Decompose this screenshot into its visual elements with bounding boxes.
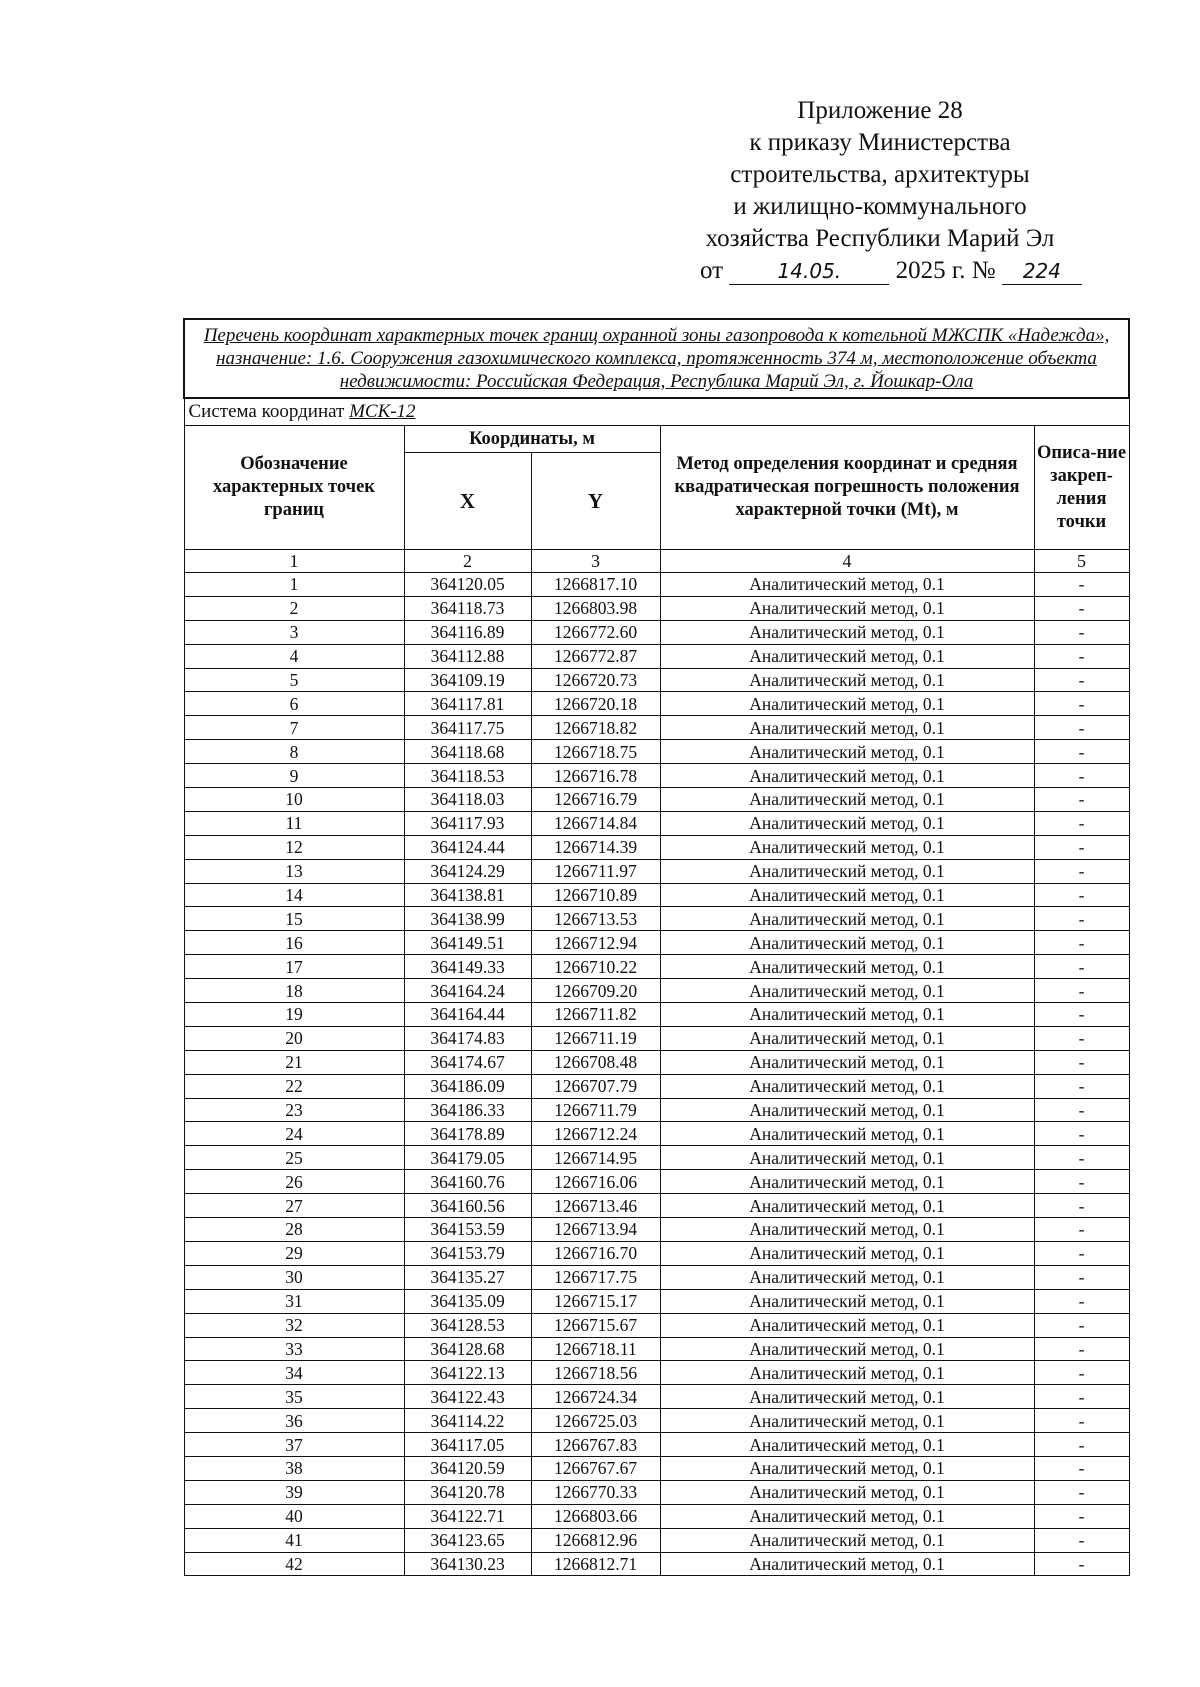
y-coordinate: 1266714.39	[531, 835, 660, 859]
point-number: 10	[184, 788, 404, 812]
table-title: Перечень координат характерных точек границ охранной зоны газопровода к котельной МЖСПК «Надежда», назначение: 1.6. Сооружения газохимического комплекса, протяженность 374 м, местоположение объекта недвижимости: Российская Федерация, Республика Марий Эл, г. Йошкар-Ола	[184, 319, 1129, 398]
table-row	[184, 1265, 1129, 1289]
description-cell: -	[1034, 979, 1129, 1003]
header-line-4: и жилищно-коммунального	[733, 193, 1027, 220]
description-cell: -	[1034, 1361, 1129, 1385]
description-cell: -	[1034, 1265, 1129, 1289]
point-number: 20	[184, 1026, 404, 1050]
description-cell: -	[1034, 1074, 1129, 1098]
y-coordinate: 1266711.97	[531, 859, 660, 883]
method-cell: Аналитический метод, 0.1	[660, 931, 1034, 955]
point-number: 23	[184, 1098, 404, 1122]
method-cell: Аналитический метод, 0.1	[660, 1170, 1034, 1194]
y-coordinate: 1266716.79	[531, 788, 660, 812]
table-row	[184, 1098, 1129, 1122]
method-cell: Аналитический метод, 0.1	[660, 596, 1034, 620]
description-cell: -	[1034, 573, 1129, 597]
y-coordinate: 1266817.10	[531, 573, 660, 597]
header-description: Описа-ние закреп-ления точки	[1034, 426, 1129, 550]
point-number: 29	[184, 1241, 404, 1265]
header-x: X	[404, 453, 531, 550]
table-row	[184, 955, 1129, 979]
point-number: 40	[184, 1504, 404, 1528]
column-number: 1	[184, 550, 404, 573]
y-coordinate: 1266767.67	[531, 1456, 660, 1480]
method-cell: Аналитический метод, 0.1	[660, 907, 1034, 931]
description-cell: -	[1034, 716, 1129, 740]
table-row	[184, 1146, 1129, 1170]
x-coordinate: 364118.03	[404, 788, 531, 812]
header-designation: Обозначение характерных точек границ	[184, 426, 404, 550]
description-cell: -	[1034, 764, 1129, 788]
x-coordinate: 364118.68	[404, 740, 531, 764]
table-row	[184, 596, 1129, 620]
point-number: 42	[184, 1552, 404, 1576]
x-coordinate: 364186.09	[404, 1074, 531, 1098]
point-number: 2	[184, 596, 404, 620]
header-line-5: хозяйства Республики Марий Эл	[705, 225, 1055, 252]
description-cell: -	[1034, 1409, 1129, 1433]
date-prefix: от	[700, 257, 724, 284]
y-coordinate: 1266714.84	[531, 811, 660, 835]
method-cell: Аналитический метод, 0.1	[660, 1194, 1034, 1218]
table-row	[184, 1528, 1129, 1552]
description-cell: -	[1034, 1170, 1129, 1194]
method-cell: Аналитический метод, 0.1	[660, 979, 1034, 1003]
y-coordinate: 1266718.56	[531, 1361, 660, 1385]
method-cell: Аналитический метод, 0.1	[660, 1433, 1034, 1457]
method-cell: Аналитический метод, 0.1	[660, 668, 1034, 692]
table-row	[184, 668, 1129, 692]
point-number: 4	[184, 644, 404, 668]
method-cell: Аналитический метод, 0.1	[660, 1385, 1034, 1409]
x-coordinate: 364160.76	[404, 1170, 531, 1194]
method-cell: Аналитический метод, 0.1	[660, 1218, 1034, 1242]
x-coordinate: 364112.88	[404, 644, 531, 668]
method-cell: Аналитический метод, 0.1	[660, 620, 1034, 644]
point-number: 6	[184, 692, 404, 716]
table-row	[184, 1170, 1129, 1194]
method-cell: Аналитический метод, 0.1	[660, 1003, 1034, 1027]
table-row	[184, 620, 1129, 644]
description-cell: -	[1034, 1433, 1129, 1457]
table-row	[184, 1050, 1129, 1074]
x-coordinate: 364164.44	[404, 1003, 531, 1027]
x-coordinate: 364130.23	[404, 1552, 531, 1576]
x-coordinate: 364117.75	[404, 716, 531, 740]
y-coordinate: 1266716.70	[531, 1241, 660, 1265]
y-coordinate: 1266770.33	[531, 1480, 660, 1504]
table-row	[184, 1218, 1129, 1242]
y-coordinate: 1266812.71	[531, 1552, 660, 1576]
method-cell: Аналитический метод, 0.1	[660, 1337, 1034, 1361]
y-coordinate: 1266812.96	[531, 1528, 660, 1552]
method-cell: Аналитический метод, 0.1	[660, 1122, 1034, 1146]
y-coordinate: 1266717.75	[531, 1265, 660, 1289]
table-row	[184, 931, 1129, 955]
x-coordinate: 364123.65	[404, 1528, 531, 1552]
header-line-3: строительства, архитектуры	[730, 161, 1030, 188]
method-cell: Аналитический метод, 0.1	[660, 764, 1034, 788]
x-coordinate: 364118.53	[404, 764, 531, 788]
point-number: 31	[184, 1289, 404, 1313]
x-coordinate: 364124.29	[404, 859, 531, 883]
point-number: 32	[184, 1313, 404, 1337]
y-coordinate: 1266707.79	[531, 1074, 660, 1098]
coordinates-table	[183, 318, 1130, 1576]
description-cell: -	[1034, 1456, 1129, 1480]
y-coordinate: 1266711.79	[531, 1098, 660, 1122]
y-coordinate: 1266713.94	[531, 1218, 660, 1242]
method-cell: Аналитический метод, 0.1	[660, 788, 1034, 812]
point-number: 14	[184, 883, 404, 907]
point-number: 25	[184, 1146, 404, 1170]
method-cell: Аналитический метод, 0.1	[660, 1146, 1034, 1170]
x-coordinate: 364122.13	[404, 1361, 531, 1385]
table-row	[184, 859, 1129, 883]
x-coordinate: 364149.51	[404, 931, 531, 955]
method-cell: Аналитический метод, 0.1	[660, 955, 1034, 979]
description-cell: -	[1034, 1552, 1129, 1576]
point-number: 19	[184, 1003, 404, 1027]
table-row	[184, 1456, 1129, 1480]
x-coordinate: 364138.99	[404, 907, 531, 931]
table-row	[184, 1241, 1129, 1265]
table-row	[184, 1122, 1129, 1146]
table-row	[184, 692, 1129, 716]
description-cell: -	[1034, 692, 1129, 716]
header-line-2: к приказу Министерства	[749, 129, 1011, 156]
point-number: 9	[184, 764, 404, 788]
method-cell: Аналитический метод, 0.1	[660, 1504, 1034, 1528]
method-cell: Аналитический метод, 0.1	[660, 1026, 1034, 1050]
point-number: 24	[184, 1122, 404, 1146]
y-coordinate: 1266713.46	[531, 1194, 660, 1218]
table-row	[184, 979, 1129, 1003]
x-coordinate: 364174.83	[404, 1026, 531, 1050]
method-cell: Аналитический метод, 0.1	[660, 644, 1034, 668]
x-coordinate: 364120.78	[404, 1480, 531, 1504]
y-coordinate: 1266715.67	[531, 1313, 660, 1337]
x-coordinate: 364116.89	[404, 620, 531, 644]
method-cell: Аналитический метод, 0.1	[660, 1552, 1034, 1576]
point-number: 3	[184, 620, 404, 644]
y-coordinate: 1266716.06	[531, 1170, 660, 1194]
point-number: 28	[184, 1218, 404, 1242]
description-cell: -	[1034, 907, 1129, 931]
y-coordinate: 1266711.82	[531, 1003, 660, 1027]
method-cell: Аналитический метод, 0.1	[660, 1241, 1034, 1265]
method-cell: Аналитический метод, 0.1	[660, 1050, 1034, 1074]
table-row	[184, 1003, 1129, 1027]
x-coordinate: 364153.59	[404, 1218, 531, 1242]
description-cell: -	[1034, 1218, 1129, 1242]
table-row	[184, 1385, 1129, 1409]
point-number: 26	[184, 1170, 404, 1194]
column-number: 4	[660, 550, 1034, 573]
table-row	[184, 883, 1129, 907]
point-number: 41	[184, 1528, 404, 1552]
description-cell: -	[1034, 1194, 1129, 1218]
order-date-handwritten: 14.05.	[729, 258, 889, 285]
x-coordinate: 364109.19	[404, 668, 531, 692]
x-coordinate: 364128.68	[404, 1337, 531, 1361]
description-cell: -	[1034, 1026, 1129, 1050]
y-coordinate: 1266718.75	[531, 740, 660, 764]
x-coordinate: 364153.79	[404, 1241, 531, 1265]
description-cell: -	[1034, 811, 1129, 835]
method-cell: Аналитический метод, 0.1	[660, 811, 1034, 835]
method-cell: Аналитический метод, 0.1	[660, 1528, 1034, 1552]
y-coordinate: 1266714.95	[531, 1146, 660, 1170]
description-cell: -	[1034, 1241, 1129, 1265]
y-coordinate: 1266710.89	[531, 883, 660, 907]
description-cell: -	[1034, 1528, 1129, 1552]
appendix-header	[650, 95, 1110, 255]
y-coordinate: 1266716.78	[531, 764, 660, 788]
table-row	[184, 1194, 1129, 1218]
description-cell: -	[1034, 1480, 1129, 1504]
x-coordinate: 364178.89	[404, 1122, 531, 1146]
description-cell: -	[1034, 1504, 1129, 1528]
y-coordinate: 1266712.24	[531, 1122, 660, 1146]
y-coordinate: 1266803.98	[531, 596, 660, 620]
x-coordinate: 364160.56	[404, 1194, 531, 1218]
method-cell: Аналитический метод, 0.1	[660, 1098, 1034, 1122]
point-number: 34	[184, 1361, 404, 1385]
point-number: 15	[184, 907, 404, 931]
point-number: 13	[184, 859, 404, 883]
table-row	[184, 764, 1129, 788]
description-cell: -	[1034, 859, 1129, 883]
table-row	[184, 1504, 1129, 1528]
x-coordinate: 364120.59	[404, 1456, 531, 1480]
y-coordinate: 1266767.83	[531, 1433, 660, 1457]
method-cell: Аналитический метод, 0.1	[660, 1265, 1034, 1289]
order-year-text: 2025 г. №	[895, 257, 996, 284]
table-row	[184, 1433, 1129, 1457]
order-date-line	[700, 255, 1100, 287]
x-coordinate: 364174.67	[404, 1050, 531, 1074]
x-coordinate: 364117.93	[404, 811, 531, 835]
table-row	[184, 1361, 1129, 1385]
method-cell: Аналитический метод, 0.1	[660, 1409, 1034, 1433]
coordinate-system-row	[184, 398, 1129, 426]
coordinate-system-value: МСК-12	[349, 401, 416, 422]
header-line-1: Приложение 28	[797, 97, 963, 124]
method-cell: Аналитический метод, 0.1	[660, 859, 1034, 883]
x-coordinate: 364122.71	[404, 1504, 531, 1528]
y-coordinate: 1266724.34	[531, 1385, 660, 1409]
x-coordinate: 364128.53	[404, 1313, 531, 1337]
description-cell: -	[1034, 1289, 1129, 1313]
method-cell: Аналитический метод, 0.1	[660, 1289, 1034, 1313]
table-row	[184, 716, 1129, 740]
point-number: 33	[184, 1337, 404, 1361]
x-coordinate: 364114.22	[404, 1409, 531, 1433]
point-number: 11	[184, 811, 404, 835]
table-row	[184, 788, 1129, 812]
header-y: Y	[531, 453, 660, 550]
point-number: 18	[184, 979, 404, 1003]
point-number: 27	[184, 1194, 404, 1218]
point-number: 1	[184, 573, 404, 597]
y-coordinate: 1266718.11	[531, 1337, 660, 1361]
x-coordinate: 364135.09	[404, 1289, 531, 1313]
x-coordinate: 364120.05	[404, 573, 531, 597]
point-number: 12	[184, 835, 404, 859]
table-row	[184, 1026, 1129, 1050]
point-number: 39	[184, 1480, 404, 1504]
table-row	[184, 1313, 1129, 1337]
table-row	[184, 644, 1129, 668]
coordinate-system-label: Система координат	[188, 401, 345, 422]
y-coordinate: 1266710.22	[531, 955, 660, 979]
description-cell: -	[1034, 1003, 1129, 1027]
description-cell: -	[1034, 788, 1129, 812]
method-cell: Аналитический метод, 0.1	[660, 1480, 1034, 1504]
description-cell: -	[1034, 740, 1129, 764]
order-number-handwritten: 224	[1002, 258, 1082, 285]
method-cell: Аналитический метод, 0.1	[660, 1456, 1034, 1480]
point-number: 37	[184, 1433, 404, 1457]
x-coordinate: 364118.73	[404, 596, 531, 620]
method-cell: Аналитический метод, 0.1	[660, 1313, 1034, 1337]
table-row	[184, 835, 1129, 859]
method-cell: Аналитический метод, 0.1	[660, 573, 1034, 597]
x-coordinate: 364135.27	[404, 1265, 531, 1289]
x-coordinate: 364164.24	[404, 979, 531, 1003]
point-number: 17	[184, 955, 404, 979]
description-cell: -	[1034, 1313, 1129, 1337]
x-coordinate: 364138.81	[404, 883, 531, 907]
y-coordinate: 1266718.82	[531, 716, 660, 740]
table-row	[184, 907, 1129, 931]
table-row	[184, 740, 1129, 764]
column-number: 5	[1034, 550, 1129, 573]
description-cell: -	[1034, 1337, 1129, 1361]
table-row	[184, 1289, 1129, 1313]
method-cell: Аналитический метод, 0.1	[660, 1074, 1034, 1098]
method-cell: Аналитический метод, 0.1	[660, 740, 1034, 764]
y-coordinate: 1266720.73	[531, 668, 660, 692]
y-coordinate: 1266712.94	[531, 931, 660, 955]
description-cell: -	[1034, 596, 1129, 620]
description-cell: -	[1034, 835, 1129, 859]
y-coordinate: 1266715.17	[531, 1289, 660, 1313]
header-method: Метод определения координат и средняя квадратическая погрешность положения характерной точки (Mt), м	[660, 426, 1034, 550]
table-row	[184, 1074, 1129, 1098]
method-cell: Аналитический метод, 0.1	[660, 1361, 1034, 1385]
description-cell: -	[1034, 620, 1129, 644]
method-cell: Аналитический метод, 0.1	[660, 835, 1034, 859]
table-row	[184, 811, 1129, 835]
y-coordinate: 1266711.19	[531, 1026, 660, 1050]
point-number: 5	[184, 668, 404, 692]
point-number: 21	[184, 1050, 404, 1074]
point-number: 7	[184, 716, 404, 740]
point-number: 22	[184, 1074, 404, 1098]
table-row	[184, 1480, 1129, 1504]
x-coordinate: 364186.33	[404, 1098, 531, 1122]
method-cell: Аналитический метод, 0.1	[660, 692, 1034, 716]
description-cell: -	[1034, 1098, 1129, 1122]
column-number: 2	[404, 550, 531, 573]
x-coordinate: 364149.33	[404, 955, 531, 979]
point-number: 36	[184, 1409, 404, 1433]
y-coordinate: 1266713.53	[531, 907, 660, 931]
x-coordinate: 364117.05	[404, 1433, 531, 1457]
y-coordinate: 1266772.87	[531, 644, 660, 668]
x-coordinate: 364124.44	[404, 835, 531, 859]
point-number: 35	[184, 1385, 404, 1409]
point-number: 38	[184, 1456, 404, 1480]
description-cell: -	[1034, 883, 1129, 907]
description-cell: -	[1034, 668, 1129, 692]
y-coordinate: 1266709.20	[531, 979, 660, 1003]
table-row	[184, 1337, 1129, 1361]
description-cell: -	[1034, 955, 1129, 979]
point-number: 8	[184, 740, 404, 764]
description-cell: -	[1034, 644, 1129, 668]
point-number: 16	[184, 931, 404, 955]
description-cell: -	[1034, 931, 1129, 955]
column-number: 3	[531, 550, 660, 573]
y-coordinate: 1266720.18	[531, 692, 660, 716]
header-coords: Координаты, м	[404, 426, 660, 453]
x-coordinate: 364179.05	[404, 1146, 531, 1170]
description-cell: -	[1034, 1122, 1129, 1146]
description-cell: -	[1034, 1050, 1129, 1074]
table-row	[184, 573, 1129, 597]
table-row	[184, 1552, 1129, 1576]
description-cell: -	[1034, 1385, 1129, 1409]
y-coordinate: 1266725.03	[531, 1409, 660, 1433]
x-coordinate: 364117.81	[404, 692, 531, 716]
point-number: 30	[184, 1265, 404, 1289]
x-coordinate: 364122.43	[404, 1385, 531, 1409]
y-coordinate: 1266708.48	[531, 1050, 660, 1074]
column-numbers-row	[184, 550, 1129, 573]
y-coordinate: 1266772.60	[531, 620, 660, 644]
y-coordinate: 1266803.66	[531, 1504, 660, 1528]
description-cell: -	[1034, 1146, 1129, 1170]
table-row	[184, 1409, 1129, 1433]
method-cell: Аналитический метод, 0.1	[660, 716, 1034, 740]
method-cell: Аналитический метод, 0.1	[660, 883, 1034, 907]
